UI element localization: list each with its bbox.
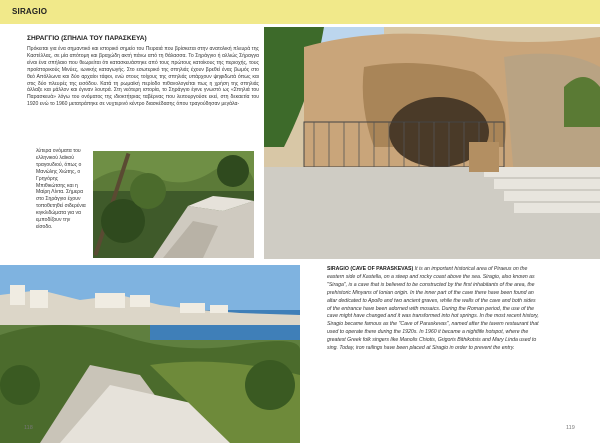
header-bar (0, 0, 600, 24)
photo-trees-rocks (93, 151, 254, 258)
greek-body: Πρόκειται για ένα σημαντικό και ιστορικό σημείο του Πειραιά που βρίσκεται στην ανατολική πλευρά της Καστέλλας, σε μία απότομη και βραχώδη ακτή πάνω από τη θάλασσα. Το Σηράγγιο ή αλλιώς Σήραγγα είναι ένα σπήλαιο που θεωρείται ότι κατασκευάστηκε από τους πρώτους κατοίκους της περιοχής, τους προϊστορικούς Μινύες, ιωνικής καταγωγής. Στο εσωτερικό της σπηλιάς έχουν βρεθεί ένας βωμός στο θεό Απόλλωνα και δύο αρχαίοι τάφοι, ενώ στους τοίχους της σπηλιάς υπάρχουν ψηφιδωτά όπως και στις δύο πλευρές της εισόδου. Κατά τη ρωμαϊκή περίοδο πιθανολογείται πως η χρήση της σπηλιάς άλλαξε και μάλλον και έγιναν λουτρά. Στη νεότερη ιστορία, το Σηράγγιο έγινε γνωστό ως «Σπηλιά του Παρασκευά» λόγω του ονόματος της ιδιοκτήτριας ταβέρνας που λειτουργούσε εκεί, στη δεκαετία του 1920 ενώ το 1960 μετατράπηκε σε νυχτερινό κέντρο διασκέδασης όπου τραγούδησαν μεγάλα- (27, 46, 259, 108)
photo-coastal-view (0, 265, 300, 443)
greek-heading: ΣΗΡΑΓΓΙΟ (ΣΠΗΛΙΑ ΤΟΥ ΠΑΡΑΣΚΕΥΑ) (27, 35, 147, 42)
section-title: SIRAGIO (12, 7, 48, 16)
page-number-left: 118 (24, 425, 33, 431)
english-heading: SIRAGIO (CAVE OF PARASKEVAS) (327, 266, 414, 272)
english-text (327, 266, 541, 353)
page-number-right: 119 (566, 425, 575, 431)
photo-cave-entrance (264, 27, 600, 259)
greek-body-continued: λύτερα ονόματα του ελληνικού λαϊκού τραγουδιού, όπως ο Μανώλης Χιώτης, ο Γρηγόρης Μπιθικώτσης και η Μαίρη Λίντα. Σήμερα στο Σηράγγιο έχουν τοποθετηθεί σιδερένια κιγκλιδώματα για να εμποδίζουν την είσοδο. (36, 148, 86, 230)
english-body: It is an important historical area of Piraeus on the eastern side of Kastella, on a steep and rocky coast above the sea. Siragio, also known as "Siraga", is a cave that is believed to be constructed by the first inhabitants of the area, the prehistoric Minyans of Ionian origin. In the inner part of the cave there have been found an altar dedicated to Apollo and two ancient graves, while the walls of the cave and both sides of the entrance have been adorned with mosaics. During the Roman period, the use of the cave might have changed and it was transformed into hot springs. In the most recent history, Siragio became famous as the "Cave of Paraskevas", named after the tavern restaurant that used to operate there during the 1920s. In 1960 it became a nightlife hotspot, where the greatest Greek folk singers like Manolis Chiotis, Grigoris Bithikotsis and Mary Linda used to sing. Today, iron railings have been placed at Siragio in order to prevent the entry. (327, 266, 539, 352)
